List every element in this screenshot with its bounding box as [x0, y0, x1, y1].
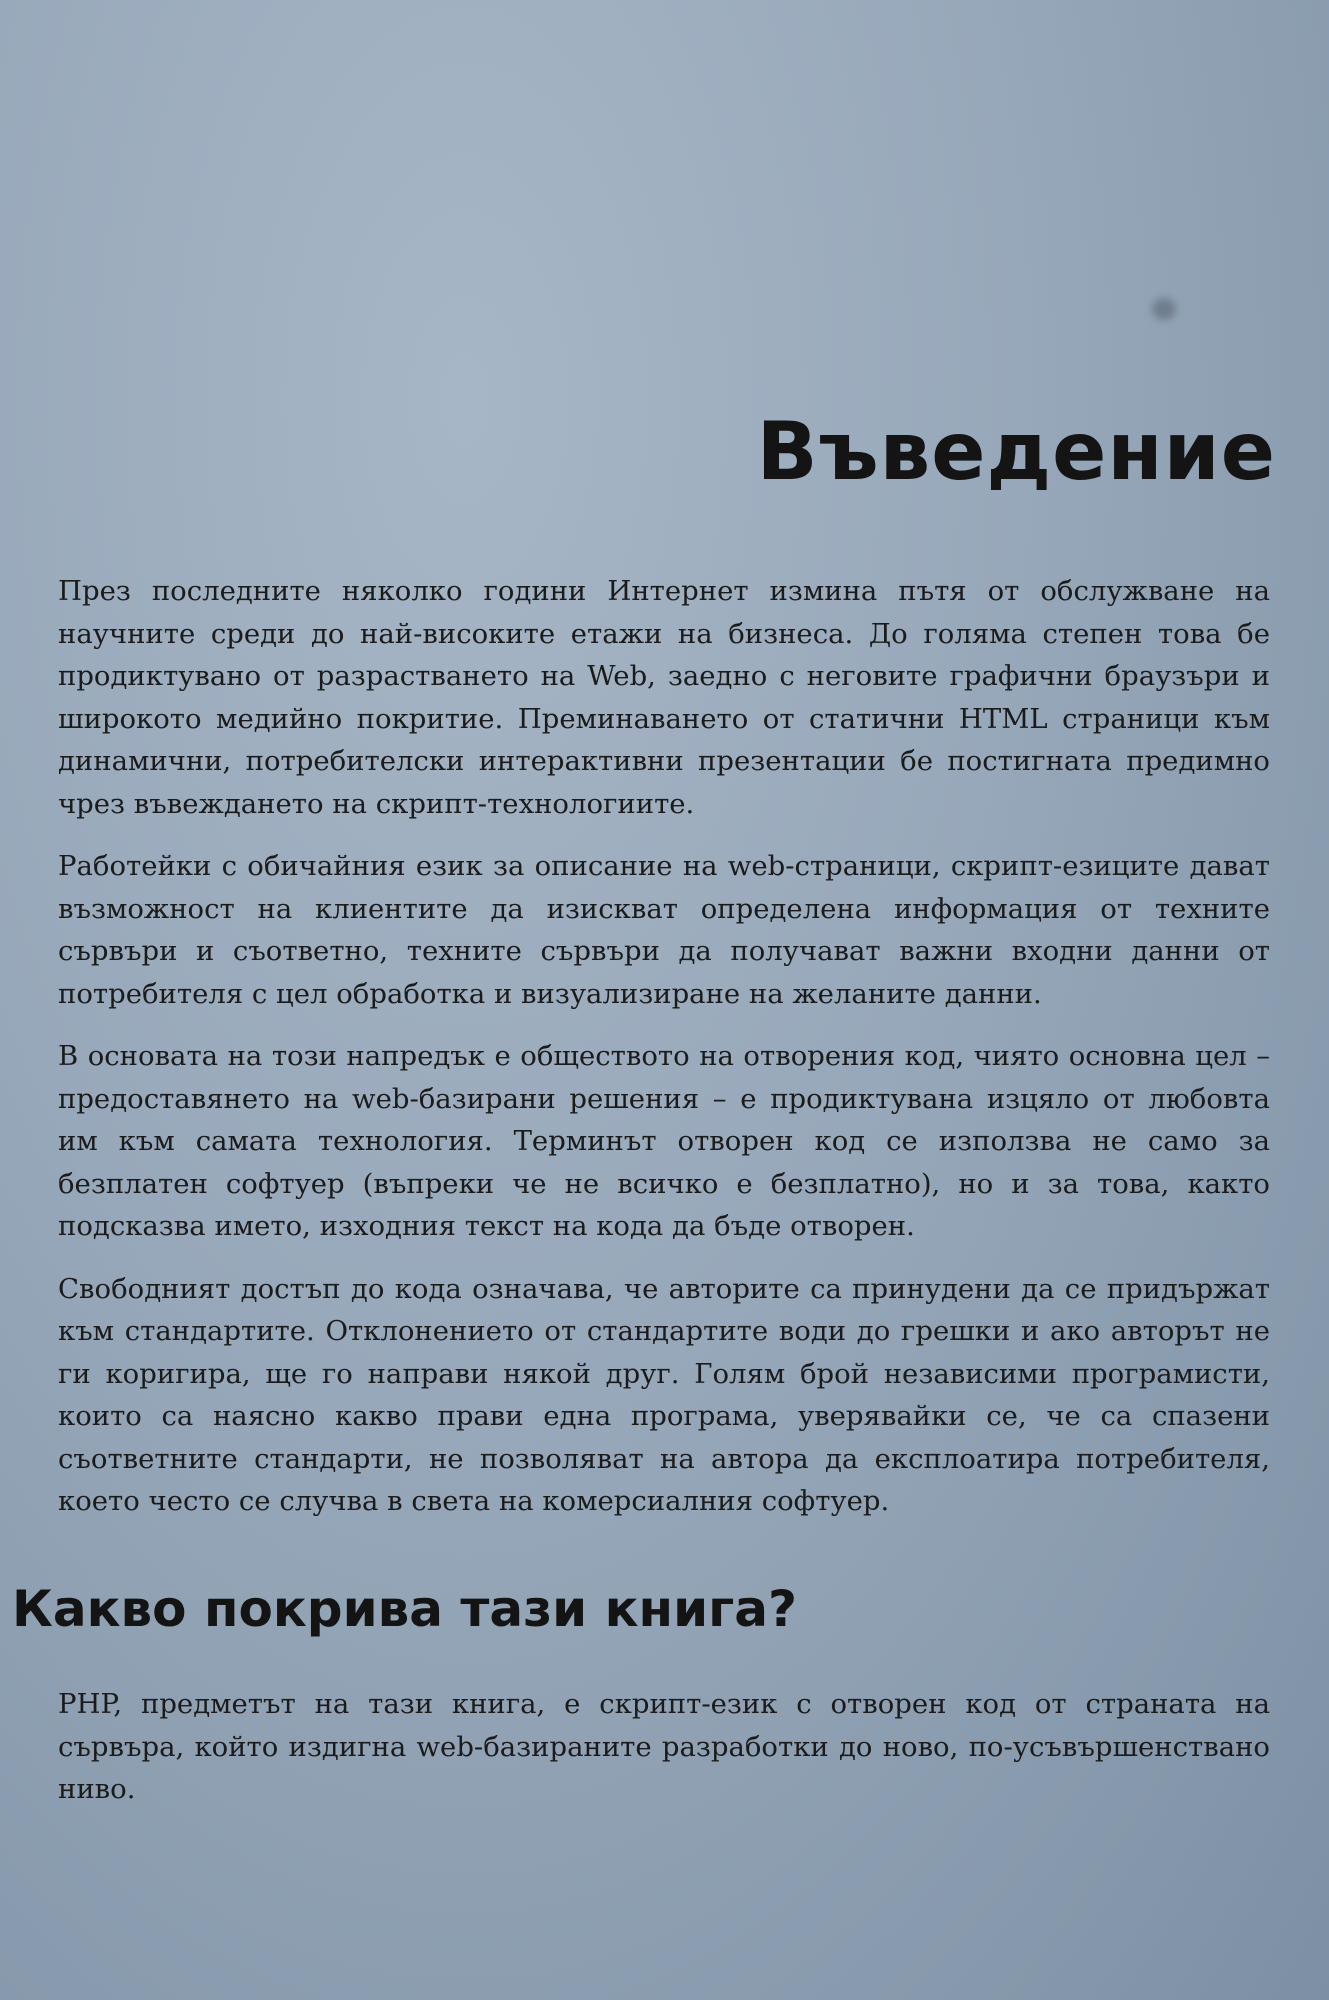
chapter-title: Въведение: [756, 405, 1276, 498]
ink-smudge: [1152, 298, 1176, 320]
paragraph: Свободният достъп до кода означава, че авторите са принудени да се придържат към стандартите. Отклонението от стандартите води до грешки и ако авторът не ги коригира, ще го направи някой друг. Голям брой независими програмисти, които са наясно какво прави една програма, уверявайки се, че са спазени съответните стандарти, не позволяват на автора да експлоатира потребителя, което често се случва в света на комерсиалния софтуер.: [58, 1272, 1270, 1517]
paragraph: В основата на този напредък е обществото на отворения код, чиято основна цел – предоставянето на web-базирани решения – е продиктувана изцяло от любовта им към самата технология. Терминът отворен код се използва не само за безплатен софтуер (въпреки че не всичко е безплатно), но и за това, както подсказва името, изходния текст на кода да бъде отворен.: [58, 1040, 1270, 1242]
paragraph: PHP, предметът на тази книга, е скрипт-език с отворен код от страната на сървъра, който издигна web-базираните разработки до ново, по-усъвършенствано ниво.: [58, 1688, 1270, 1805]
section-heading: Какво покрива тази книга?: [12, 1580, 797, 1638]
chapter-body: [58, 570, 1270, 1543]
paragraph: Работейки с обичайния език за описание на web-страници, скрипт-езиците дават възможност на клиентите да изискват определена информация от техните сървъри и съответно, техните сървъри да получават важни входни данни от потребителя с цел обработка и визуализиране на желаните данни.: [58, 850, 1270, 1010]
section-body: [58, 1683, 1270, 1831]
paragraph: През последните няколко години Интернет измина пътя от обслужване на научните среди до най-високите етажи на бизнеса. До голяма степен това бе продиктувано от разрастването на Web, заедно с неговите графични браузъри и широкото медийно покритие. Преминаването от статични HTML страници към динамични, потребителски интерактивни презентации бе постигната предимно чрез въвеждането на скрипт-технологиите.: [58, 575, 1270, 820]
